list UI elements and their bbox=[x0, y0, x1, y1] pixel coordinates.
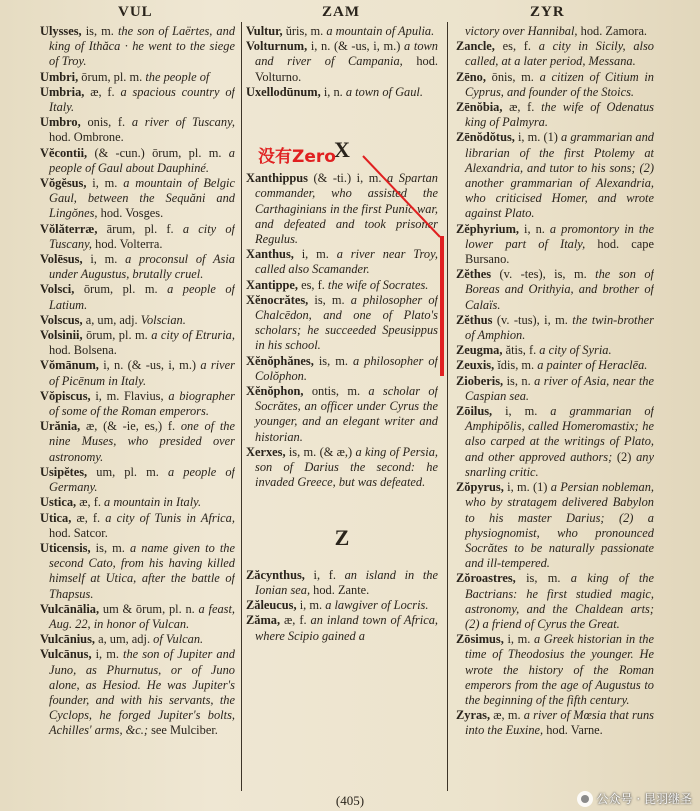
entry-grammar: (& -ti.) i, m. bbox=[308, 171, 388, 186]
entry-note: see Mulciber. bbox=[148, 723, 218, 738]
entry-grammar: es, f. bbox=[494, 39, 539, 54]
entry-definition: a people of Gaul about Dauphiné. bbox=[49, 145, 235, 175]
entry-headword: Zĕphyrium, bbox=[456, 221, 519, 236]
entry-headword: Xĕnŏphon, bbox=[246, 384, 304, 399]
entry-headword: Zōsimus, bbox=[456, 632, 504, 647]
entry-note: hod. Vosges. bbox=[97, 206, 164, 221]
entry-grammar: i, f. bbox=[304, 567, 345, 582]
entry-definition: an island in the Ionian sea, bbox=[255, 567, 438, 597]
entry-headword: Umbria, bbox=[40, 84, 85, 99]
entry-definition: a philosopher of Chalcēdon, and one of Plato's scholars; he succeeded Speusippus in his school. bbox=[255, 292, 438, 353]
section-letter-x: X bbox=[334, 137, 350, 163]
entry-headword: Vĕcontii, bbox=[40, 145, 88, 160]
entry-grammar: i, m. bbox=[293, 247, 337, 262]
entry-grammar: æ, (& -ie, es,) f. bbox=[80, 419, 181, 434]
entry-headword: Zyras, bbox=[456, 708, 491, 723]
entry-definition: a biographer of some of the Roman emperors. bbox=[49, 388, 235, 419]
entry-grammar: ōrum, pl. m. bbox=[78, 69, 146, 84]
entry-grammar: i, n. bbox=[519, 221, 550, 236]
entry-grammar: i, m. (1) bbox=[514, 130, 562, 145]
wechat-icon bbox=[577, 791, 593, 807]
entry-definition: a Persian nobleman, who by stratagem delivered Babylon to his master Darius; (2) a physiognomist, who pronounced Socrătes to be naturally passionate and ill-tempered. bbox=[465, 480, 654, 571]
entry-headword: Zĕthes bbox=[456, 267, 492, 282]
entry-grammar: i, m. (1) bbox=[503, 480, 551, 495]
entry-definition: a grammarian of Amphipŏlis, called Homeromastix; he also carped at the writings of Plato, and other approved authors; bbox=[465, 404, 654, 464]
entry-grammar: i, m. bbox=[296, 598, 326, 613]
entry-definition: an inland town of Africa, where Scipio gained a bbox=[255, 613, 438, 643]
entry-definition: a river of Picēnum in Italy. bbox=[49, 358, 235, 388]
entry-headword: Zēnŏdŏtus, bbox=[456, 130, 515, 145]
entry-note: hod. Zante. bbox=[310, 582, 370, 597]
entry-definition: a town of Gaul. bbox=[345, 84, 423, 99]
entry-grammar: i, m. bbox=[86, 176, 124, 191]
entry-headword: Zăcynthus, bbox=[246, 567, 305, 582]
entry-definition: a river near Troy, called also Scamander. bbox=[255, 247, 438, 277]
entry-grammar: i, n. bbox=[320, 84, 346, 99]
entry-headword: Uticensis, bbox=[40, 540, 91, 555]
entry-grammar: ătis, f. bbox=[502, 343, 540, 358]
entry-definition: a city of Etruria, bbox=[151, 328, 235, 343]
entry-note: hod. Zamora. bbox=[577, 24, 648, 38]
entry-definition: one of the nine Muses, who presided over astronomy. bbox=[49, 419, 235, 464]
entry-headword: Zēno, bbox=[456, 69, 486, 84]
entry-grammar: æ, f. bbox=[502, 100, 542, 115]
entry-headword: Vulcānālia, bbox=[40, 601, 100, 616]
entry-note: hod. Varne. bbox=[543, 723, 603, 738]
entry-grammar: ōrum, pl. m. bbox=[82, 328, 152, 343]
entry-grammar: um & ōrum, pl. n. bbox=[99, 601, 199, 616]
entry-grammar: is, n. bbox=[503, 373, 535, 388]
entry-definition: a mountain of Belgic Gaul, between the Sequăni and Lingŏnes, bbox=[49, 176, 235, 221]
entry-headword: Xerxes, bbox=[246, 444, 286, 459]
entry-headword: Xĕnŏphănes, bbox=[246, 353, 314, 368]
entry-grammar: onis, f. bbox=[80, 115, 132, 130]
entry-headword: Urănia, bbox=[40, 419, 81, 434]
header-left-guideword: VUL bbox=[118, 4, 153, 20]
annotation-highlight-bar bbox=[440, 236, 444, 376]
entry-grammar: æ, f. bbox=[71, 510, 106, 525]
entry-headword: Xĕnocrătes, bbox=[246, 292, 309, 307]
entry-grammar: um, pl. m. bbox=[87, 464, 168, 479]
entry-grammar: æ, m. bbox=[490, 708, 524, 723]
entry-definition: a proconsul of Asia under Augustus, brutally cruel. bbox=[49, 252, 235, 282]
entry-definition: a citizen of Citium in Cyprus, and founder of the Stoics. bbox=[465, 69, 654, 99]
entry-headword: Zeugma, bbox=[456, 343, 503, 358]
entry-grammar: ontis, m. bbox=[303, 384, 369, 399]
entry-headword: Vŏlăterræ, bbox=[40, 221, 98, 236]
entry-grammar: æ, f. bbox=[280, 613, 311, 628]
entry-headword: Zăma, bbox=[246, 613, 281, 628]
entry-definition: a town and river of Campania, bbox=[255, 39, 438, 69]
entry-headword: Umbri, bbox=[40, 69, 79, 84]
entry-definition: a city of Tuscany, bbox=[49, 221, 235, 251]
entry-headword: Volsci, bbox=[40, 282, 75, 297]
entry-headword: Vulcānius, bbox=[40, 632, 95, 647]
entry-grammar: ōrum, pl. m. bbox=[74, 282, 168, 297]
entry-headword: Volturnum, bbox=[246, 39, 308, 54]
entry-headword: Zŏpyrus, bbox=[456, 480, 504, 495]
entry-definition: a promontory in the lower part of Italy, bbox=[465, 221, 654, 251]
entry-definition: a river of Asia, near the Caspian sea. bbox=[465, 373, 654, 403]
entry-grammar: ŭris, m. bbox=[282, 24, 327, 38]
entry-grammar: i, m. Flavius, bbox=[90, 388, 169, 403]
entry-headword: Xantippe, bbox=[246, 277, 298, 292]
header-right-guideword: ZYR bbox=[530, 4, 565, 20]
entry-headword: Zōilus, bbox=[456, 404, 493, 419]
entry-note: (2) bbox=[612, 449, 637, 464]
entry-grammar: is, m. bbox=[81, 24, 118, 38]
entry-grammar: (v. -tus), i, m. bbox=[492, 312, 573, 327]
section-letter-z: Z bbox=[334, 525, 350, 551]
entry-headword: Xanthippus bbox=[246, 171, 308, 186]
entry-note: hod. Bolsena. bbox=[49, 343, 117, 358]
entry-headword: Vulcānus, bbox=[40, 647, 92, 662]
entry-grammar: a, um, adj. bbox=[94, 632, 154, 647]
entry-definition: the son of Laërtes, and king of Ithăca · he went to the siege of Troy. bbox=[49, 24, 235, 69]
entry-definition: a city of Tunis in Africa, bbox=[105, 510, 235, 525]
entry-headword: Vultur, bbox=[246, 24, 283, 38]
entry-headword: Usipĕtes, bbox=[40, 464, 88, 479]
entry-grammar: ĭdis, m. bbox=[494, 358, 538, 373]
entry-definition: the son of Boreas and Orithyia, and brother of Calaïs. bbox=[465, 267, 654, 312]
page-number: (405) bbox=[335, 793, 365, 808]
entry-definition: a painter of Heraclēa. bbox=[537, 358, 648, 373]
entry-grammar: a, um, adj. bbox=[82, 312, 141, 327]
entry-definition: a name given to the second Cato, from his having killed himself at Utica, after the battle of Thapsus. bbox=[49, 540, 235, 601]
entry-headword: Ustica, bbox=[40, 495, 77, 510]
entry-grammar: (& -cun.) ōrum, pl. m. bbox=[87, 145, 229, 160]
entry-definition: a river of Mœsia that runs into the Euxine, bbox=[465, 708, 654, 738]
entry-definition: Volscian. bbox=[140, 312, 186, 327]
entry-headword: Zĕthus bbox=[456, 312, 493, 327]
entry-headword: Umbro, bbox=[40, 115, 81, 130]
entry-definition: a people of Latium. bbox=[49, 282, 235, 312]
entry-headword: Zancle, bbox=[456, 39, 495, 54]
entry-definition: a king of Persia, son of Darius the second: he invaded Greece, but was defeated. bbox=[255, 444, 438, 490]
entry-note: hod. Satcor. bbox=[49, 525, 108, 540]
entry-note: hod. cape Bursano. bbox=[465, 236, 654, 267]
entry-note: hod. Ombrone. bbox=[49, 130, 124, 145]
entry-headword: Zioberis, bbox=[456, 373, 504, 388]
entry-grammar: es, f. bbox=[297, 277, 328, 292]
entry-headword: Vŏpiscus, bbox=[40, 388, 91, 403]
entry-definition: a feast, Aug. 22, in honor of Vulcan. bbox=[49, 601, 235, 631]
entry-definition: a mountain in Italy. bbox=[104, 495, 202, 510]
entry-definition: a scholar of Socrătes, an officer under Cyrus the younger, and an elegant writer and historian. bbox=[255, 384, 438, 444]
entry-grammar: ārum, pl. f. bbox=[97, 221, 183, 236]
entry-grammar: æ, f. bbox=[84, 84, 121, 99]
entry-grammar: is, m. bbox=[90, 540, 130, 555]
entry-grammar: i, m. bbox=[91, 647, 124, 662]
entry-note: hod. Volterra. bbox=[92, 236, 163, 251]
entry-definition: a people of Germany. bbox=[49, 464, 235, 495]
entry-grammar: (v. -tes), is, m. bbox=[491, 267, 596, 282]
entry-headword: Zeuxis, bbox=[456, 358, 495, 373]
entry-definition: the wife of Odenatus king of Palmyra. bbox=[465, 100, 654, 130]
entry-headword: Zŏroastres, bbox=[456, 571, 516, 586]
entry-definition: a spacious country of Italy. bbox=[49, 84, 235, 115]
entry-definition: of Vulcan. bbox=[153, 632, 204, 647]
annotation-label: 没有Zero bbox=[258, 147, 336, 167]
entry-definition: victory over Hannibal, bbox=[465, 24, 578, 38]
entry-grammar: æ, f. bbox=[76, 495, 105, 510]
entry-headword: Vŏmānum, bbox=[40, 358, 99, 373]
entry-note: hod. Volturno. bbox=[255, 54, 438, 84]
entry-definition: the wife of Socrates. bbox=[327, 277, 429, 292]
entry-definition: a king of the Bactrians: he first studied magic, astronomy, and the Chaldean arts; (2) a friend of Cyrus the Great. bbox=[465, 571, 654, 631]
entry-headword: Utica, bbox=[40, 510, 72, 525]
entry-definition: a grammarian and librarian of the first Ptolemy at Alexandria, and tutor to his sons; (2) another grammarian of Alexandria, who criticised Homer, and wrote against Plato. bbox=[465, 130, 654, 221]
header-center-guideword: ZAM bbox=[322, 4, 360, 20]
entry-headword: Uxellodūnum, bbox=[246, 84, 321, 99]
entry-headword: Zēnŏbia, bbox=[456, 100, 503, 115]
entry-headword: Volēsus, bbox=[40, 252, 83, 267]
entry-definition: the son of Jupiter and Juno, as Phurnutus, or of Juno alone, as Hesiod. He was Jupiter's founder, and with his servants, the Cyclops, he forged Jupiter's bolts, Achilles' arms, &c.; bbox=[49, 647, 235, 738]
entry-definition: the twin-brother of Amphion. bbox=[465, 312, 654, 343]
entry-definition: a river of Tuscany, bbox=[131, 115, 235, 130]
entry-definition: a city of Syria. bbox=[539, 343, 612, 358]
entry-definition: a lawgiver of Locris. bbox=[325, 598, 429, 613]
annotation-arrow-line bbox=[363, 156, 440, 237]
entry-grammar: i, n. (& -us, i, m.) bbox=[307, 39, 405, 54]
entry-headword: Vŏgĕsus, bbox=[40, 176, 87, 191]
entry-headword: Volsinii, bbox=[40, 328, 83, 343]
entry-grammar: i, m. bbox=[503, 632, 534, 647]
entry-grammar: ōnis, m. bbox=[485, 69, 540, 84]
entry-definition: a mountain of Apulia. bbox=[326, 24, 435, 38]
entry-headword: Volscus, bbox=[40, 312, 83, 327]
watermark-text: 公众号 · 昆羽继圣 bbox=[596, 792, 692, 806]
entry-headword: Xanthus, bbox=[246, 247, 294, 262]
entry-grammar: i, m. bbox=[492, 404, 551, 419]
entry-grammar: is, m. (& æ,) bbox=[285, 444, 356, 459]
entry-grammar: is, m. bbox=[308, 292, 351, 307]
entry-definition: a Spartan commander, who assisted the Carthaginians in the first Punic war, and defeated and took prisoner Regulus. bbox=[255, 171, 438, 247]
watermark bbox=[577, 790, 692, 807]
entry-definition: any snarling critic. bbox=[465, 449, 654, 479]
entry-grammar: i, m. bbox=[82, 252, 126, 267]
entry-definition: the people of bbox=[145, 69, 210, 84]
entry-grammar: i, n. (& -us, i, m.) bbox=[98, 358, 201, 373]
entry-definition: a city in Sicily, also called, at a later period, Messana. bbox=[465, 39, 654, 69]
entry-headword: Zăleucus, bbox=[246, 598, 297, 613]
entry-headword: Ulysses, bbox=[40, 24, 82, 38]
entry-definition: a Greek historian in the time of Theodosius the younger. He wrote the history of the Roman emperors from the age of Augustus to the beginning of the fifth century. bbox=[465, 632, 654, 707]
entry-grammar: is, m. bbox=[515, 571, 571, 586]
entry-grammar: is, m. bbox=[313, 353, 353, 368]
entry-definition: a philosopher of Colŏphon. bbox=[255, 353, 438, 383]
